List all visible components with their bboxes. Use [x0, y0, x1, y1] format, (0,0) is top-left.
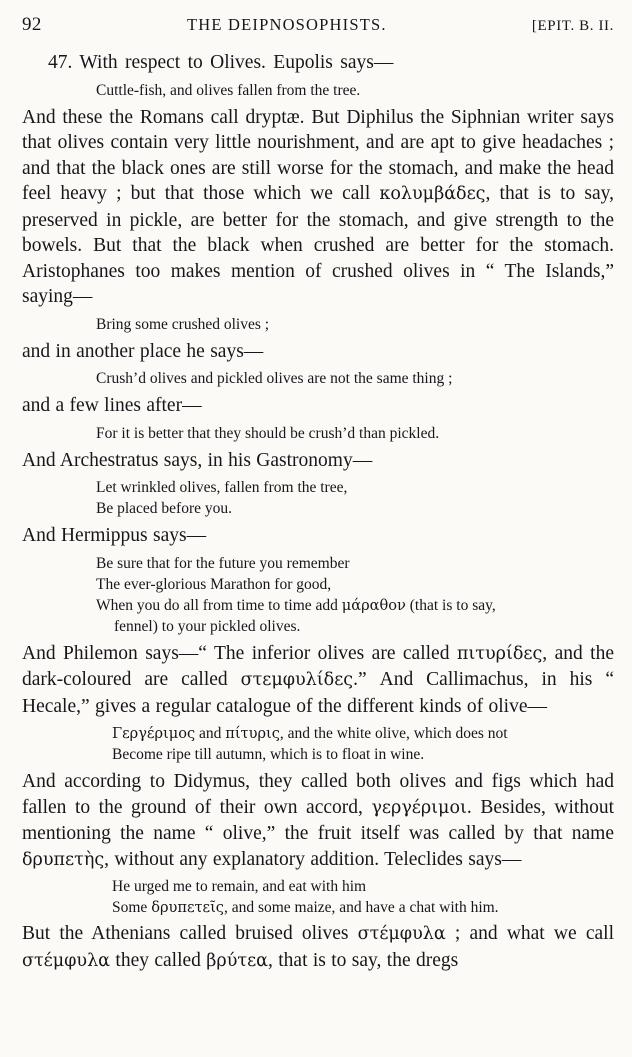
- greek-term-marathon: μάραθον: [341, 596, 406, 614]
- quote-text-part-2: , and some maize, and have a chat with him.: [223, 899, 499, 916]
- greek-term-stemphylides: στεμφυλίδες: [240, 670, 354, 690]
- greek-term-stemphyla-1: στέμφυλα: [357, 924, 446, 944]
- quotation-hermippus: [22, 553, 614, 637]
- quote-line: For it is better that they should be crush’d than pickled.: [96, 424, 440, 442]
- quote-text-part-2: , and the white olive, which does not: [279, 725, 508, 742]
- paragraph-text-part-1: And Philemon says—“ The inferior olives are called: [22, 642, 457, 664]
- greek-term-pityris: πίτυρις: [225, 725, 280, 742]
- quote-text-part-2: (that is to say,: [405, 596, 496, 614]
- paragraph-section-47: [22, 50, 614, 76]
- quotation-aristophanes-islands: [22, 314, 614, 335]
- quote-line: [112, 897, 614, 918]
- quote-line: fennel) to your pickled olives.: [114, 617, 301, 635]
- quote-line: [112, 723, 614, 744]
- greek-term-kolymbades: κολυμβάδες: [379, 184, 486, 204]
- paragraph-another-place: [22, 339, 614, 365]
- paragraph-text: and in another place he says—: [22, 340, 264, 362]
- paragraph-text: And Hermippus says—: [22, 525, 207, 546]
- quote-line: Be placed before you.: [96, 500, 232, 517]
- quote-line: Cuttle-fish, and olives fallen from the tree.: [96, 81, 361, 99]
- quotation-few-lines-after: [22, 423, 614, 444]
- paragraph-text-part-4: , that is to say, the dregs: [268, 949, 459, 971]
- paragraph-text-part-3: they called: [110, 949, 207, 971]
- quote-line: Let wrinkled olives, fallen from the tree,: [96, 479, 348, 496]
- section-opening-text: 47. With respect to Olives. Eupolis says—: [48, 52, 394, 73]
- greek-term-stemphyla-2: στέμφυλα: [22, 950, 111, 971]
- paragraph-philemon-callimachus: [22, 641, 614, 720]
- paragraph-text: and a few lines after—: [22, 395, 202, 416]
- paragraph-archestratus: [22, 448, 614, 474]
- quotation-teleclides: [22, 876, 614, 918]
- greek-term-brytea: βρύτεα: [206, 950, 269, 971]
- paragraph-text-part-2: , that is to say, preserved in pickle, are better for the stomach, and give strength to the bowels. But that the black when crushed are better for the stomach. Aristophanes too makes mention of crushed olives in “ The Islands,” saying—: [22, 183, 614, 307]
- quote-line: Crush’d olives and pickled olives are not the same thing ;: [96, 370, 453, 387]
- quote-text-part-1: and: [195, 725, 226, 742]
- running-title: THE DEIPNOSOPHISTS.: [186, 15, 387, 34]
- paragraph-text-part-2: ; and what we call: [445, 923, 614, 944]
- paragraph-text-part-3: , without any explanatory addition. Teleclides says—: [104, 848, 522, 870]
- paragraph-diphilus: [22, 105, 614, 310]
- greek-term-drypeteis: δρυπετεῖς: [151, 899, 224, 916]
- paragraph-text-part-3: .” And Callimachus, in his “ Hecale,” gives a regular catalogue of the different kinds of olive—: [22, 669, 614, 717]
- quotation-another-place: [22, 368, 614, 389]
- quote-line: The ever-glorious Marathon for good,: [96, 575, 332, 593]
- greek-term-drypetes: δρυπετὴς: [22, 849, 105, 870]
- quotation-eupolis: [22, 80, 614, 101]
- greek-term-pityrides: πιτυρίδες: [456, 643, 543, 664]
- quote-line: Bring some crushed olives ;: [96, 315, 270, 333]
- running-head-reference: [EPIT. B. II.: [531, 18, 614, 34]
- paragraph-hermippus: [22, 523, 614, 549]
- quote-line: Be sure that for the future you remember: [96, 554, 350, 572]
- paragraph-didymus: [22, 769, 614, 873]
- paragraph-text-part-1: But the Athenians called bruised olives: [22, 923, 358, 944]
- paragraph-text-part-2: . Besides, without mentioning the name “ olive,” the fruit itself was called by that name: [22, 796, 614, 844]
- paragraph-text-part-1: And according to Didymus, they called both olives and figs which had fallen to the ground of their own accord,: [22, 771, 614, 818]
- paragraph-text: And Archestratus says, in his Gastronomy—: [22, 449, 373, 471]
- quote-line: He urged me to remain, and eat with him: [112, 878, 367, 895]
- greek-term-gergerimos: Γεργέριμος: [112, 725, 196, 742]
- quote-line: Become ripe till autumn, which is to float in wine.: [112, 746, 425, 763]
- greek-term-gergerimoi: γεργέριμοι: [371, 797, 467, 818]
- paragraph-few-lines-after: [22, 393, 614, 419]
- quotation-callimachus-hecale: [22, 723, 614, 765]
- quotation-archestratus: [22, 477, 614, 519]
- page-number: 92: [22, 14, 42, 35]
- paragraph-text-part-1: And these the Romans call dryptæ. But Diphilus the Siphnian writer says that olives contain very little nourishment, and are apt to give headaches ; and that the black ones are still worse for the stomach, and make the head feel heavy ; but that those which we call: [22, 106, 614, 204]
- quote-line: [96, 595, 614, 616]
- paragraph-athenians: [22, 921, 614, 974]
- quote-text-part-1: Some: [112, 899, 152, 916]
- paragraph-text-part-2: , and the dark-coloured are called: [22, 642, 614, 690]
- quote-text-part-1: When you do all from time to time add: [96, 596, 342, 614]
- running-head: [22, 14, 614, 36]
